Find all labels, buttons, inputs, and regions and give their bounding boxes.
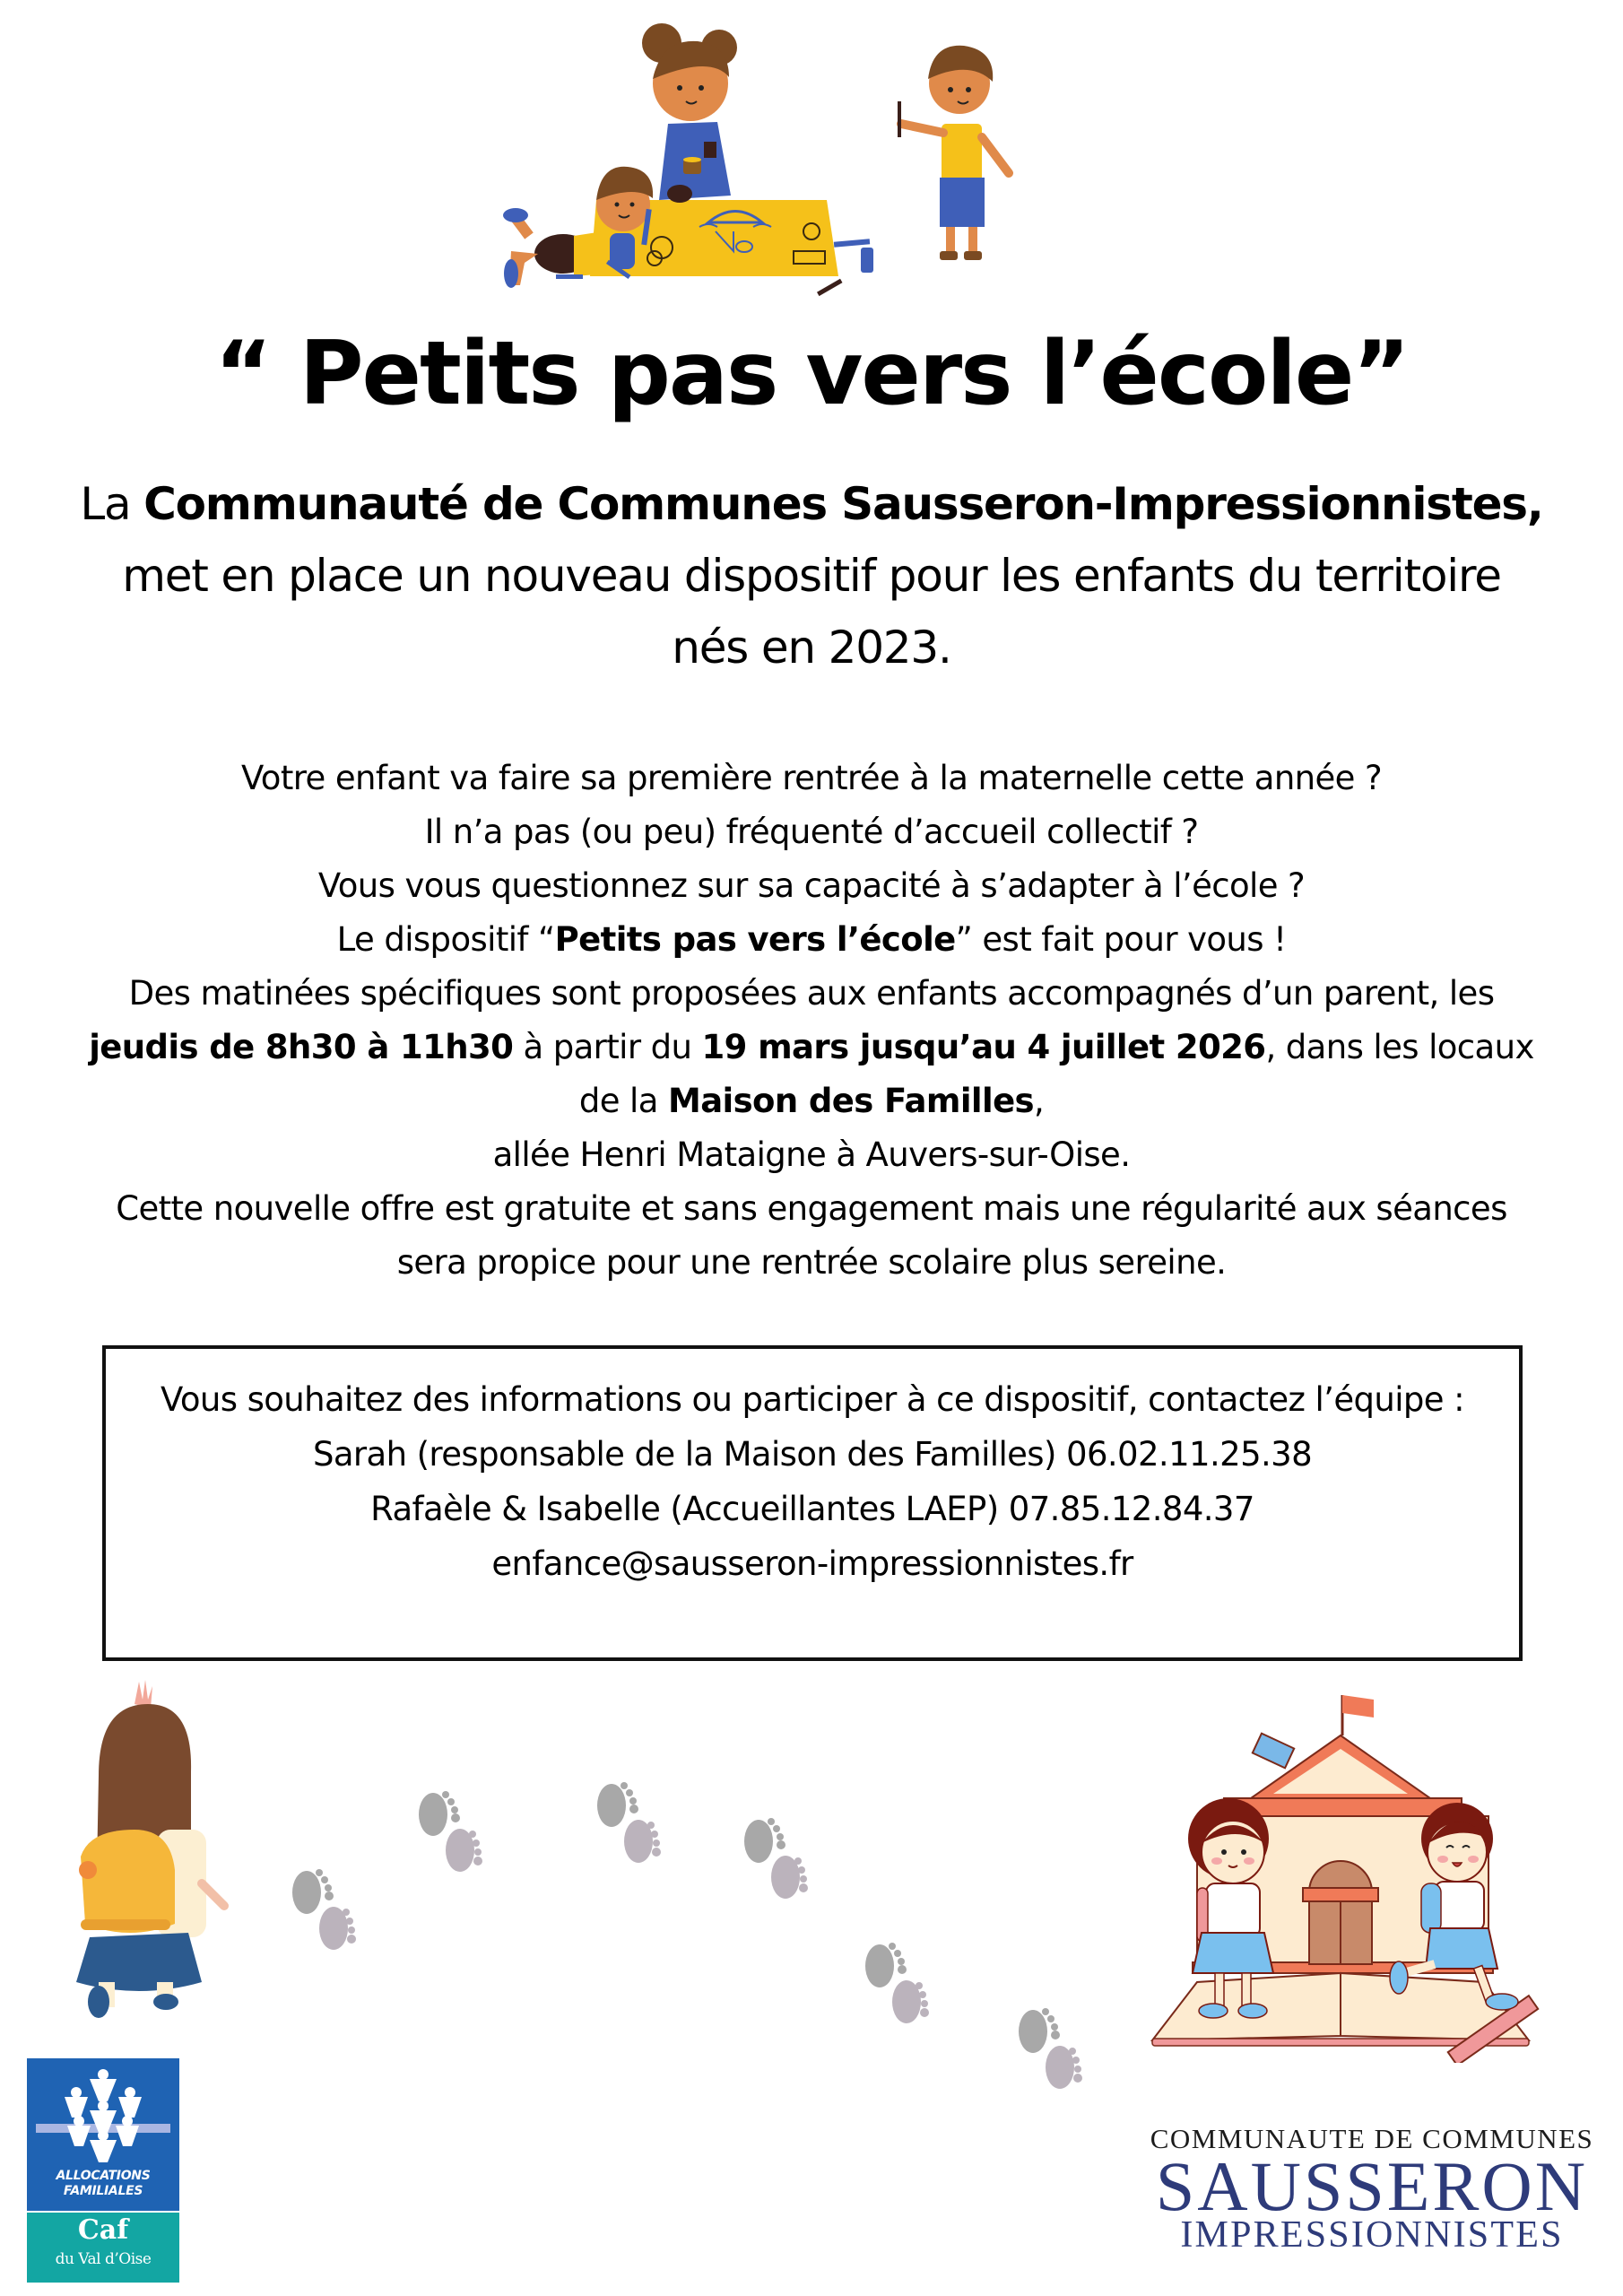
organization-name: Communauté de Communes Sausseron-Impressionnistes, bbox=[143, 478, 1543, 530]
intro-line-2: met en place un nouveau dispositif pour les enfants du territoire bbox=[122, 550, 1501, 602]
intro-line-1 bbox=[27, 468, 1596, 540]
text: à partir du bbox=[513, 1028, 702, 1066]
body-question-2: Il n’a pas (ou peu) fréquenté d’accueil collectif ? bbox=[424, 813, 1199, 851]
body-paragraph bbox=[27, 752, 1596, 1290]
intro-line-3: nés en 2023. bbox=[672, 622, 951, 674]
contact-name: Rafaèle & Isabelle (Accueillantes LAEP) bbox=[370, 1490, 999, 1528]
body-line-5: Des matinées spécifiques sont proposées aux enfants accompagnés d’un parent, les bbox=[128, 974, 1495, 1013]
ccsi-logo bbox=[1148, 2117, 1596, 2260]
contact-laep bbox=[133, 1482, 1492, 1536]
schedule: jeudis de 8h30 à 11h30 bbox=[89, 1028, 514, 1066]
caf-logo bbox=[27, 2058, 179, 2283]
text: Le dispositif “ bbox=[336, 920, 555, 959]
body-question-1: Votre enfant va faire sa première rentrée à la maternelle cette année ? bbox=[240, 759, 1383, 797]
contact-intro: Vous souhaitez des informations ou participer à ce dispositif, contactez l’équipe : bbox=[161, 1380, 1464, 1419]
caf-people-icon bbox=[54, 2066, 152, 2164]
text: , dans les locaux bbox=[1265, 1028, 1534, 1066]
caf-allocations-text bbox=[27, 2169, 179, 2199]
body-line-schedule bbox=[27, 1021, 1596, 1074]
ccsi-line-2: SAUSSERON bbox=[1155, 2147, 1589, 2225]
caf-region: du Val d’Oise bbox=[55, 2250, 152, 2268]
text: de la bbox=[578, 1082, 668, 1120]
children-going-to-school-illustration bbox=[1143, 1677, 1592, 2063]
caf-name: Caf bbox=[77, 2214, 129, 2246]
caf-line-2: FAMILIALES bbox=[63, 2184, 143, 2198]
program-name: Petits pas vers l’école bbox=[554, 920, 956, 959]
girl-walking-illustration bbox=[63, 1677, 260, 2018]
body-question-3: Vous vous questionnez sur sa capacité à s’adapter à l’école ? bbox=[317, 866, 1306, 905]
body-line-venue bbox=[27, 1074, 1596, 1128]
text: ” est fait pour vous ! bbox=[955, 920, 1287, 959]
text: , bbox=[1033, 1082, 1045, 1120]
body-line-9: Cette nouvelle offre est gratuite et sans engagement mais une régularité aux séances bbox=[116, 1189, 1507, 1228]
contact-phone[interactable]: 06.02.11.25.38 bbox=[1066, 1435, 1313, 1474]
caf-line-1: ALLOCATIONS bbox=[56, 2169, 151, 2183]
contact-phone[interactable]: 07.85.12.84.37 bbox=[1008, 1490, 1254, 1528]
ccsi-line-3: IMPRESSIONNISTES bbox=[1180, 2214, 1564, 2256]
body-line-10: sera propice pour une rentrée scolaire plus sereine. bbox=[396, 1243, 1227, 1282]
contact-sarah bbox=[133, 1427, 1492, 1482]
body-line-program bbox=[27, 913, 1596, 967]
contact-box bbox=[102, 1345, 1523, 1661]
contact-email[interactable]: enfance@sausseron-impressionnistes.fr bbox=[491, 1544, 1133, 1583]
intro-prefix: La bbox=[80, 478, 144, 530]
children-drawing-illustration bbox=[475, 16, 1058, 312]
contact-name: Sarah (responsable de la Maison des Familles) bbox=[312, 1435, 1056, 1474]
intro-paragraph bbox=[27, 468, 1596, 683]
ccsi-line-1: COMMUNAUTE DE COMMUNES bbox=[1150, 2123, 1594, 2154]
page-title: “ Petits pas vers l’école” bbox=[214, 323, 1409, 425]
body-address: allée Henri Mataigne à Auvers-sur-Oise. bbox=[492, 1135, 1131, 1174]
venue-name: Maison des Familles bbox=[667, 1082, 1034, 1120]
date-range: 19 mars jusqu’au 4 juillet 2026 bbox=[701, 1028, 1266, 1066]
